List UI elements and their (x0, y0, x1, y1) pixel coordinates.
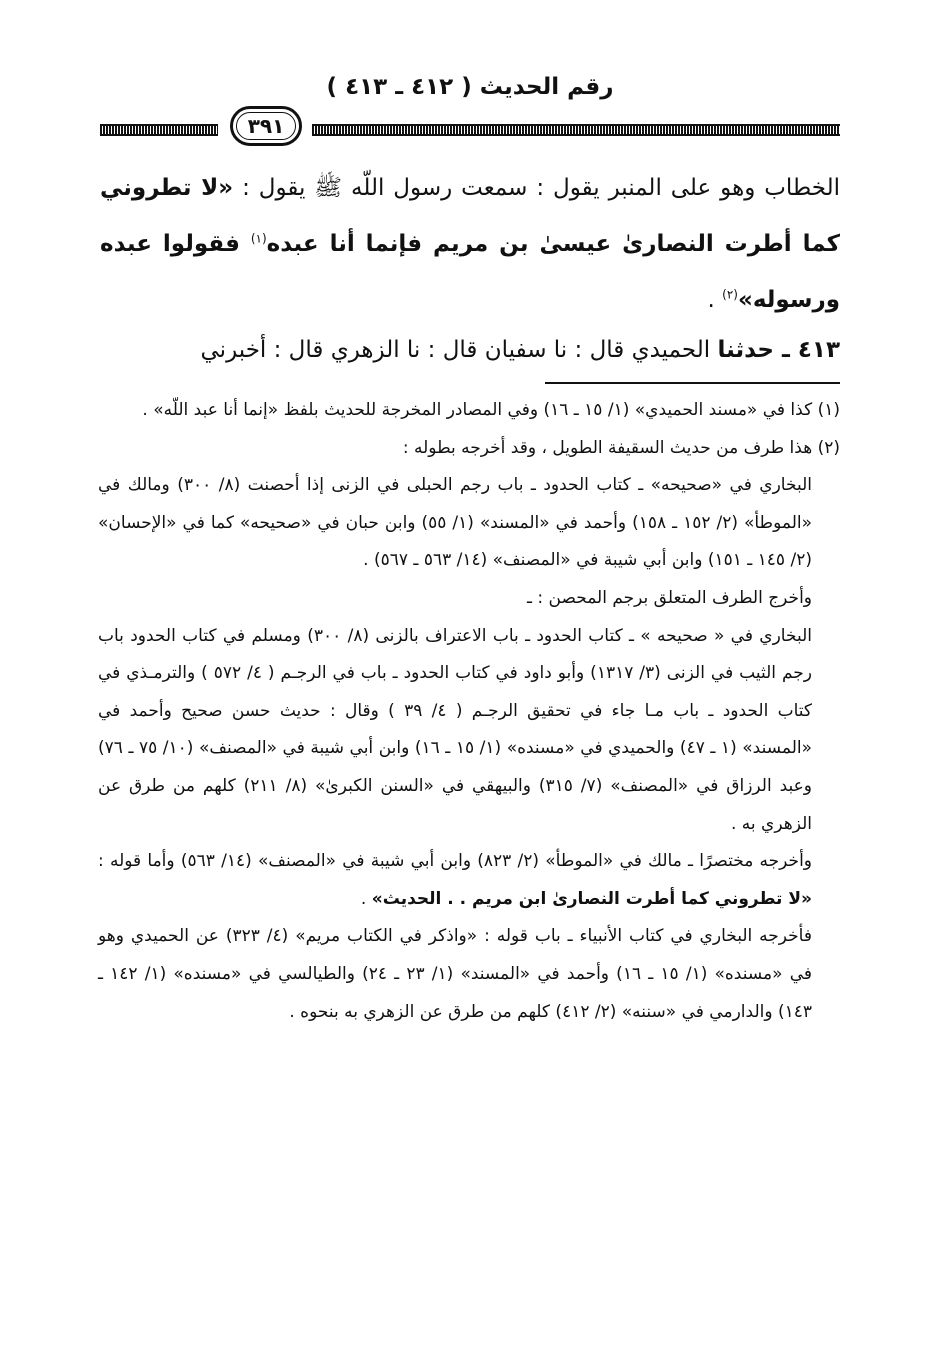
header-rule-left-bar (100, 124, 218, 136)
page-header-title: رقم الحديث ( ٤١٢ ـ ٤١٣ ) (326, 74, 614, 100)
footnote-2-paragraph-4 (98, 843, 840, 918)
footnote-2-paragraph-4-text: وأخرجه مختصرًا ـ مالك في «الموطأ» (٢/ ٨٢٣) وابن أبي شيبة في «المصنف» (١٤/ ٥٦٣) وأما قوله : (98, 851, 812, 872)
footnote-ref-2: (٢) (722, 287, 738, 302)
main-hadith-paragraph (100, 160, 840, 328)
hadith-isnad: الحميدي قال : نا سفيان قال : نا الزهري قال : أخبرني (200, 337, 718, 363)
hadith-number: ٤١٣ ـ حدثنا (717, 337, 840, 363)
footnote-2-paragraph-4-end: . (360, 888, 372, 909)
header-rule-right-bar (312, 124, 840, 136)
footnote-2-paragraph-3: البخاري في « صحيحه » ـ كتاب الحدود ـ باب الاعتراف بالزنى (٨/ ٣٠٠) ومسلم في كتاب الحدود باب رجم الثيب في الزنى (٣/ ١٣١٧) وأبو داود في كتاب الحدود ـ باب في الرجـم ( ٤/ ٥٧٢ ) والترمـذي في كتاب الحدود ـ باب مـا جاء في تحقيق الرجـم ( ٤/ ٣٩ ) وقال : حديث حسن صحيح وأحمد في «المسند» (١ ـ ٤٧) والحميدي في «مسنده» (١/ ١٥ ـ ١٦) وابن أبي شيبة في «المصنف» (١٠/ ٧٥ ـ ٧٦) وعبد الرزاق في «المصنف» (٧/ ٣١٥) والبيهقي في «السنن الكبرىٰ» (٨/ ٢١١) كلهم من طرق عن الزهري به . (98, 625, 812, 834)
footnote-2-heading: (٢) هذا طرف من حديث السقيفة الطويل ، وقد أخرجه بطوله : (402, 437, 840, 458)
footnote-2-paragraph-5: فأخرجه البخاري في كتاب الأنبياء ـ باب قوله : «واذكر في الكتاب مريم» (٤/ ٣٢٣) عن الحميدي وهو في «مسنده» (١/ ١٥ ـ ١٦) وأحمد في «المسند» (١/ ٢٣ ـ ٢٤) والطيالسي في «مسنده» (١/ ١٤٢ ـ ١٤٣) والدارمي في «سننه» (٢/ ٤١٢) كلهم من طرق عن الزهري به بنحوه . (98, 926, 812, 1022)
footnote-1: (١) كذا في «مسند الحميدي» (١/ ١٥ ـ ١٦) وفي المصادر المخرجة للحديث بلفظ «إنما أنا عبد اللّه» . (142, 400, 840, 420)
main-text-period: . (707, 287, 723, 313)
main-text-quote: «لا تطروني كما أطرت النصارىٰ عيسىٰ بن مريم فإنما أنا عبده (100, 175, 841, 257)
main-text-plain: الخطاب وهو على المنبر يقول : سمعت رسول اللّه ﷺ يقول : (233, 175, 840, 201)
header-rule (100, 114, 840, 142)
footnote-2-paragraph-2: وأخرج الطرف المتعلق برجم المحصن : ـ (527, 587, 812, 608)
hadith-413-line (100, 328, 840, 372)
footnote-2-paragraph-1: البخاري في «صحيحه» ـ كتاب الحدود ـ باب رجم الحبلى في الزنى إذا أحصنت (٨/ ٣٠٠) ومالك في «الموطأ» (٢/ ١٥٢ ـ ١٥٨) وأحمد في «المسند» (١/ ٥٥) وابن حبان في «صحيحه» كما في «الإحسان» (٢/ ١٤٥ ـ ١٥١) وابن أبي شيبة في «المصنف» (١٤/ ٥٦٣ ـ ٥٦٧) . (98, 475, 813, 571)
footnote-separator (545, 382, 840, 384)
page-number-badge (230, 106, 302, 146)
footnotes (98, 392, 840, 1031)
page-number: ٣٩١ (247, 114, 285, 138)
footnote-2-paragraph-4-quote: «لا تطروني كما أطرت النصارىٰ ابن مريم . . الحديث» (371, 888, 812, 909)
footnote-ref-1: (١) (250, 231, 267, 246)
main-text-quote-end: فقولوا عبده ورسوله» (100, 231, 840, 313)
